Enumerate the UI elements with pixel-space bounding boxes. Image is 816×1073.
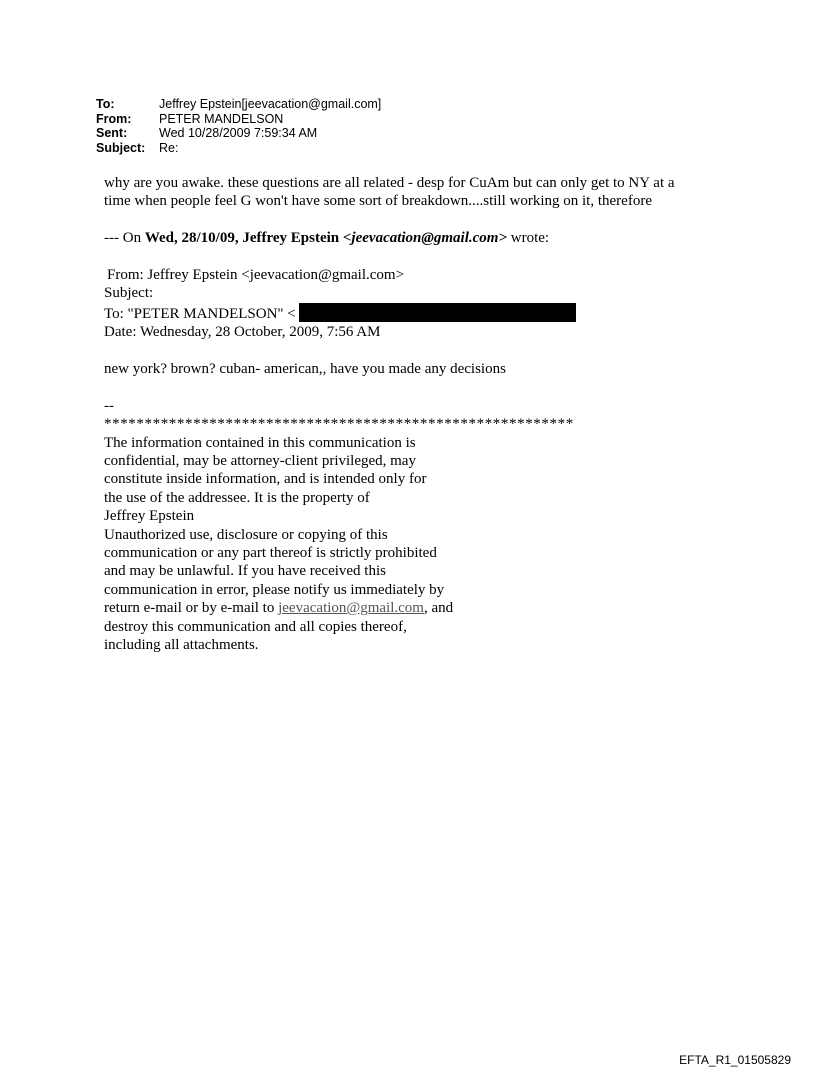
from-value: PETER MANDELSON — [159, 111, 284, 126]
disclaimer-line: confidential, may be attorney-client privileged, may — [104, 453, 416, 470]
quote-email: <jeevacation@gmail.com> — [342, 230, 508, 247]
disclaimer-line: The information contained in this communication is — [104, 434, 416, 451]
header-sent-row — [96, 126, 381, 141]
disclaimer-line: including all attachments. — [104, 637, 259, 654]
subject-value: Re: — [159, 140, 179, 155]
disclaimer-text: , and — [423, 600, 454, 617]
sent-label: Sent: — [96, 126, 128, 140]
disclaimer — [104, 434, 804, 655]
disclaimer-line: communication or any part thereof is strictly prohibited — [104, 545, 437, 562]
email-link[interactable]: jeevacation@gmail.com — [278, 600, 424, 617]
star-divider: ********************************************************** — [104, 416, 574, 433]
quoted-to — [104, 303, 804, 323]
redaction-bar — [299, 303, 576, 322]
quoted-body: new york? brown? cuban- american,, have you made any decisions — [104, 361, 506, 378]
quoted-from: From: Jeffrey Epstein <jeevacation@gmail.com> — [107, 267, 405, 283]
disclaimer-line: Jeffrey Epstein — [104, 508, 195, 525]
header-subject-row — [96, 141, 381, 156]
document-id: EFTA_R1_01505829 — [679, 1053, 791, 1067]
reply-line-1: why are you awake. these questions are all related - desp for CuAm but can only get to NY at a — [104, 175, 675, 191]
subject-label: Subject: — [96, 140, 146, 155]
to-label: To: — [96, 97, 115, 111]
disclaimer-line: communication in error, please notify us immediately by — [104, 581, 445, 598]
signature-separator: -- — [104, 397, 114, 414]
from-label: From: — [96, 111, 132, 126]
disclaimer-text: return e-mail or by e-mail to — [104, 600, 279, 617]
header-to-row — [96, 97, 381, 112]
quote-suffix: wrote: — [507, 230, 550, 247]
quoted-subject: Subject: — [104, 285, 154, 302]
sent-value: Wed 10/28/2009 7:59:34 AM — [159, 126, 318, 140]
disclaimer-line: Unauthorized use, disclosure or copying of this — [104, 526, 388, 543]
to-value: Jeffrey Epstein[jeevacation@gmail.com] — [159, 97, 382, 111]
header-from-row — [96, 112, 381, 127]
email-body — [104, 174, 804, 655]
quoted-date: Date: Wednesday, 28 October, 2009, 7:56 AM — [104, 324, 381, 341]
quote-prefix: --- On — [104, 230, 145, 247]
email-header — [96, 97, 381, 155]
disclaimer-line: destroy this communication and all copies thereof, — [104, 618, 407, 635]
disclaimer-line — [104, 599, 804, 617]
reply-line-2: time when people feel G won't have some sort of breakdown....still working on it, therefore — [104, 193, 652, 210]
quote-date: Wed, 28/10/09, Jeffrey Epstein — [144, 230, 343, 247]
quote-intro — [104, 229, 804, 247]
disclaimer-line: constitute inside information, and is intended only for — [104, 471, 427, 488]
quoted-to-text: To: "PETER MANDELSON" < — [104, 305, 296, 322]
disclaimer-line: the use of the addressee. It is the property of — [104, 489, 370, 506]
disclaimer-line: and may be unlawful. If you have received this — [104, 563, 386, 580]
